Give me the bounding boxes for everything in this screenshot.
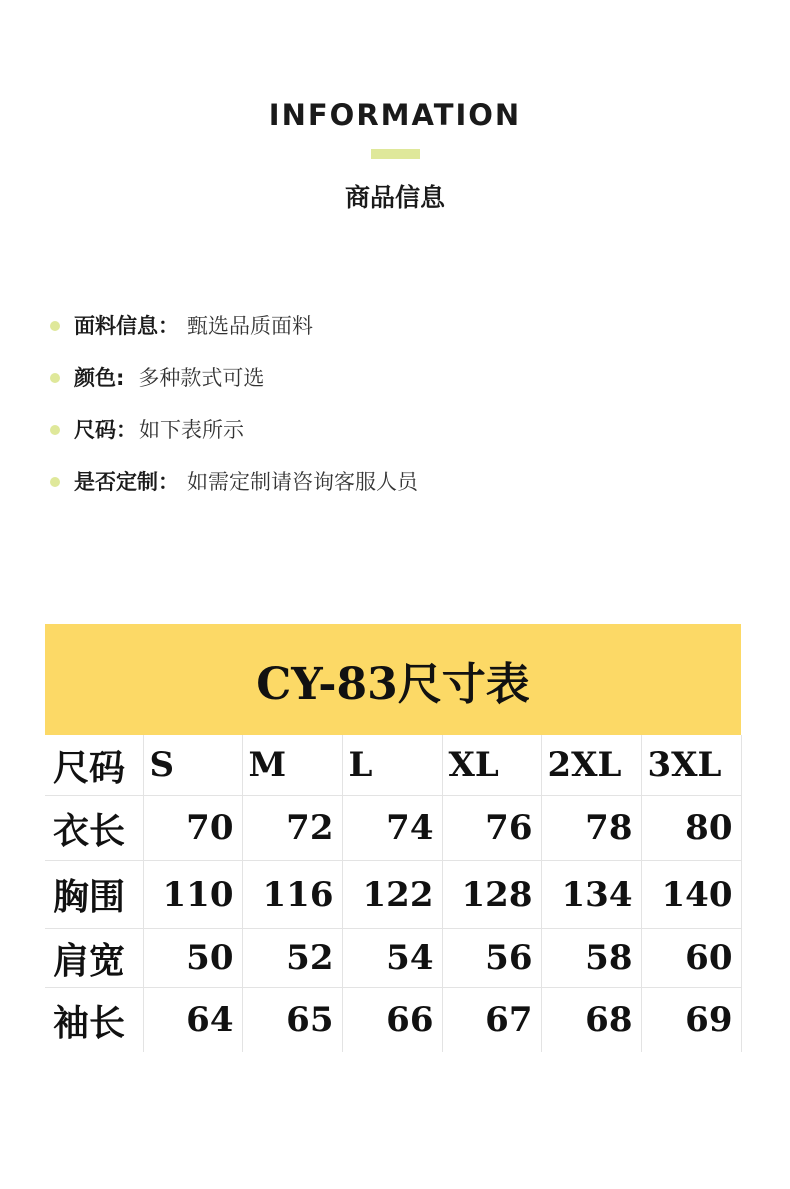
info-label: 颜色: [74, 366, 125, 390]
info-label: 面料信息： [74, 314, 179, 338]
table-cell: 67 [442, 988, 541, 1053]
table-cell: 52 [242, 929, 342, 988]
table-row-label: 袖长 [45, 988, 143, 1053]
bullet-dot-icon [50, 477, 60, 487]
info-value: 甄选品质面料 [187, 314, 313, 338]
table-cell: 70 [143, 796, 242, 861]
table-row [45, 796, 741, 861]
bullet-dot-icon [50, 321, 60, 331]
size-table [45, 735, 742, 1052]
table-header-cell: 3XL [641, 735, 741, 796]
info-label: 尺码： [74, 418, 137, 442]
table-cell: 65 [242, 988, 342, 1053]
table-cell: 56 [442, 929, 541, 988]
info-item-color [50, 352, 750, 404]
size-chart [45, 624, 741, 1052]
table-cell: 122 [342, 861, 442, 929]
size-chart-title: CY-83尺寸表 [45, 624, 741, 735]
table-cell: 78 [541, 796, 641, 861]
table-row [45, 861, 741, 929]
table-cell: 60 [641, 929, 741, 988]
table-header-cell: L [342, 735, 442, 796]
section-title-en: INFORMATION [268, 98, 522, 132]
table-cell: 80 [641, 796, 741, 861]
bullet-dot-icon [50, 425, 60, 435]
table-row-label: 肩宽 [45, 929, 143, 988]
table-cell: 110 [143, 861, 242, 929]
table-header-cell: XL [442, 735, 541, 796]
table-cell: 68 [541, 988, 641, 1053]
title-accent-bar [371, 149, 420, 159]
table-cell: 50 [143, 929, 242, 988]
table-cell: 66 [342, 988, 442, 1053]
table-cell: 58 [541, 929, 641, 988]
table-cell: 69 [641, 988, 741, 1053]
table-cell: 72 [242, 796, 342, 861]
table-header-cell: 尺码 [45, 735, 143, 796]
info-value: 如下表所示 [139, 418, 244, 442]
info-value: 如需定制请咨询客服人员 [187, 470, 418, 494]
bullet-dot-icon [50, 373, 60, 383]
table-row-label: 衣长 [45, 796, 143, 861]
table-cell: 74 [342, 796, 442, 861]
info-item-custom [50, 456, 750, 508]
info-item-fabric [50, 300, 750, 352]
section-title-cn: 商品信息 [344, 183, 445, 212]
table-cell: 140 [641, 861, 741, 929]
info-item-size [50, 404, 750, 456]
product-info-list [50, 300, 750, 508]
table-header-cell: 2XL [541, 735, 641, 796]
table-cell: 54 [342, 929, 442, 988]
table-header-row [45, 735, 741, 796]
table-row [45, 988, 741, 1053]
table-cell: 128 [442, 861, 541, 929]
table-header-cell: M [242, 735, 342, 796]
table-row [45, 929, 741, 988]
table-header-cell: S [143, 735, 242, 796]
table-cell: 116 [242, 861, 342, 929]
info-label: 是否定制： [74, 470, 179, 494]
table-cell: 76 [442, 796, 541, 861]
table-cell: 134 [541, 861, 641, 929]
info-value: 多种款式可选 [138, 366, 265, 390]
table-cell: 64 [143, 988, 242, 1053]
table-row-label: 胸围 [45, 861, 143, 929]
